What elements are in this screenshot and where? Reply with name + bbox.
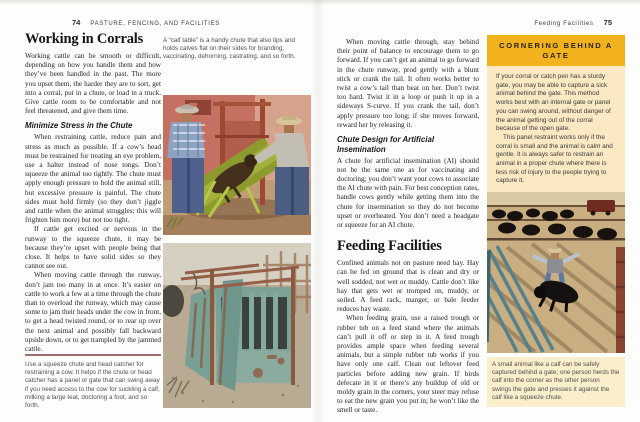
running-title-left: PASTURE, FENCING, AND FACILITIES [90, 21, 220, 27]
paragraph: If cattle get excited or nervous in the runway to the squeeze chute, it may be because they’re upset with people being that close. It helps to have solid sides so they cannot see out. [25, 225, 161, 271]
page-number-right: 75 [603, 18, 612, 27]
paragraph: When restraining cattle, reduce pain and stress as much as possible. If a cow’s head must be restrained for treating an eye problem, use a halter instead of nose tongs. Don’t squeeze the animal too tightly. The chute must apply enough pressure to hold the animal still, but excessive pressure is painful. The chute sides must hold firmly (so they don’t jiggle and rattle when the animal struggles; this will frighten him more) but not too tight. [25, 133, 161, 225]
paragraph: When moving cattle through the runway, don’t jam too many in at once. It’s easier on cattle to work a few at a time through the chute than to overload the runway, which may cause some to jam their heads under the cow in front, to get a head twisted round, or to rear up over the next animal and possibly fall backward upside down, or to get trampled by the jammed cattle. [25, 271, 161, 354]
paragraph: A chute for artificial insemination (AI) should not be the same one as for vaccinating and doctoring; you don’t want your cows to associate the AI chute with pain. For best conception rates, handle cows gently while getting them into the chute for insemination so they do not become upset or overheated. You don’t need a headgate or squeeze for an AI chute. [337, 156, 479, 229]
sidebar-body [487, 66, 625, 194]
section-heading-working-in-corrals: Working in Corrals [25, 31, 144, 47]
squeeze-chute-photo [163, 243, 311, 408]
left-text-column [25, 31, 161, 354]
page-gutter [311, 0, 325, 422]
caption-rule [25, 354, 161, 356]
middle-caption-block [163, 37, 311, 62]
subheading-minimize-stress: Minimize Stress in the Chute [25, 121, 133, 131]
paragraph: When moving cattle through, stay behind their point of balance to encourage them to go forward. If you can’t get an animal to go forward in the chute runway, prod gently with a blunt stick or crank the tail. It often works better to twist a cow’s tail than beat on her. Don’t twist too hard. Twist it in a loop or push it up in a sideways S-curve. If you crank the tail, don’t apply pressure too long; if she moves forward, reward her by releasing it. [337, 38, 479, 129]
sidebar-paragraph: If your corral or catch pen has a sturdy gate, you may be able to capture a sick animal behind the gate. This method works best with an internal gate or panel you can swing around, without danger of the animal getting out of the corral because of the open gate. [496, 73, 611, 133]
section-heading-feeding-facilities: Feeding Facilities [337, 238, 442, 255]
gate-capture-caption: A small animal like a calf can be safely captured behind a gate; one person herds the calf into the corner as the other person swings the gate and presses it against the calf like a squeeze chute. [487, 357, 625, 407]
gate-capture-photo [487, 192, 625, 353]
sidebar-box [487, 35, 625, 194]
running-head-right [534, 18, 612, 27]
paragraph: When feeding grain, use a raised trough or rubber tub on a feed stand where the animals can’t pull it off or step in it. A feed trough provides ample space when feeding several animals, but a simple rubber tub works if you have only one calf. Clean out leftover feed particles before adding new grain. If birds defecate in it or there’s any buildup of old or moldy grain in the corners, your steer may refuse to eat the new grain you put in; he won’t like the smell or taste. [337, 314, 479, 415]
calf-table-photo [163, 95, 311, 235]
subheading-chute-design-ai: Chute Design for Artificial Insemination [337, 135, 435, 154]
sidebar-paragraph: This panel restraint works only if the corral is small and the animal is calm and gentle. It is always safer to restrain an animal in a proper chute where there is less risk of injury to the people trying to capture it. [496, 133, 613, 185]
squeeze-chute-caption: Use a squeeze chute and head catcher for restraining a cow. It helps if the chute or head catcher has a panel or gate that can swing away if you need access to the cow for suckling a calf, milking a large teat, doctoring a foot, and so forth. [25, 361, 160, 410]
right-text-column [337, 38, 479, 416]
paragraph: Working cattle can be smooth or difficult, depending on how you handle them and how they’ve been handled in the past. The more you upset them, the harder they are to sort, get into a corral, put in a chute, or load in a truck. Give cattle room to be comfortable and not feel threatened, and give them time. [25, 52, 161, 116]
page-number-left: 74 [72, 18, 81, 27]
calf-table-caption: A “calf table” is a handy chute that also tips and holds calves flat on their sides for branding, vaccinating, dehorning, castrating, and so forth. [163, 37, 296, 61]
running-title-right: Feeding Facilities [534, 21, 594, 27]
running-head-left [72, 18, 220, 27]
left-caption-block [25, 354, 161, 410]
paragraph: Confined animals not on pasture need hay. Hay can be fed on ground that is clean and dry or well sodded, not wet or muddy. Cattle don’t like hay that gets wet or tromped on, muddy, or soiled. A feed rack, manger, or bale feeder reduces hay waste. [337, 259, 479, 314]
rust-gate-right [616, 247, 625, 353]
sidebar-title: CORNERING BEHIND A GATE [487, 35, 625, 66]
